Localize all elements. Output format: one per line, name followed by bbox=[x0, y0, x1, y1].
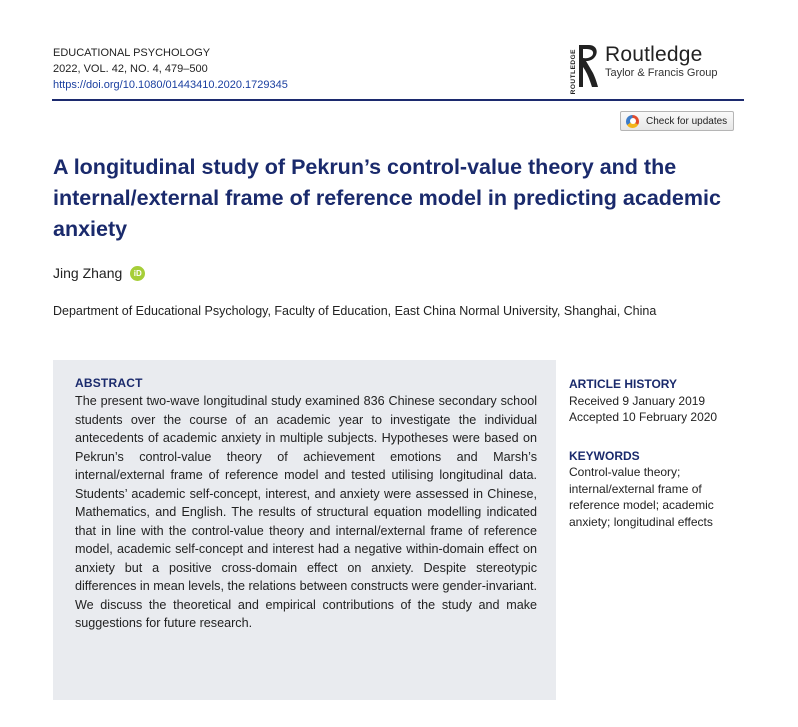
article-title: A longitudinal study of Pekrun’s control-value theory and the internal/external frame of reference model in predicting academic anxiety bbox=[53, 155, 721, 241]
article-sidebar bbox=[569, 376, 749, 530]
publisher-logo bbox=[570, 43, 717, 94]
accepted-date: Accepted 10 February 2020 bbox=[569, 410, 718, 424]
abstract-heading: ABSTRACT bbox=[75, 376, 143, 390]
affiliation: Department of Educational Psychology, Faculty of Education, East China Normal University, Shanghai, China bbox=[53, 304, 657, 318]
check-for-updates-button[interactable] bbox=[620, 111, 734, 131]
journal-name: EDUCATIONAL PSYCHOLOGY bbox=[53, 47, 211, 59]
crossmark-icon bbox=[626, 115, 639, 128]
publisher-name: Routledge bbox=[605, 43, 703, 66]
keywords-list: Control-value theory; internal/external frame of reference model; academic anxiety; longitudinal effects bbox=[569, 465, 714, 529]
received-date: Received 9 January 2019 bbox=[569, 393, 706, 408]
check-for-updates-label: Check for updates bbox=[646, 115, 728, 127]
routledge-logo-icon bbox=[578, 43, 600, 89]
article-history-heading: ARTICLE HISTORY bbox=[569, 377, 678, 391]
publisher-subtitle: Taylor & Francis Group bbox=[605, 67, 718, 79]
header-divider bbox=[52, 99, 744, 101]
journal-info bbox=[53, 45, 288, 93]
author-line bbox=[53, 265, 145, 281]
journal-citation: 2022, VOL. 42, NO. 4, 479–500 bbox=[53, 63, 208, 75]
author-name[interactable]: Jing Zhang bbox=[53, 265, 123, 281]
doi-link[interactable]: https://doi.org/10.1080/01443410.2020.1729345 bbox=[53, 79, 288, 91]
abstract-text: The present two-wave longitudinal study examined 836 Chinese secondary school students over the course of an academic year to investigate the individual antecedents of academic anxiety in multiple subjects. Hypotheses were based on Pekrun’s control-value theory of achievement emotions and Marsh’s internal/external frame of reference model and tested utilising longitudinal data. Students’ academic self-concept, interest, and anxiety were assessed in Chinese, Mathematics, and English. The results of structural equation modelling indicated that in line with the control-value theory and internal/external frame of reference model, academic self-concept and interest had a negative within-domain effect on anxiety but a positive cross-domain effect on anxiety. Despite stereotypic differences in mean levels, the relations between constructs were gender-invariant. We discuss the theoretical and empirical contributions of the study and make suggestions for future research. bbox=[75, 394, 537, 630]
orcid-icon[interactable]: iD bbox=[130, 266, 145, 281]
keywords-heading: KEYWORDS bbox=[569, 448, 640, 463]
publisher-side-text: ROUTLEDGE bbox=[570, 49, 577, 95]
